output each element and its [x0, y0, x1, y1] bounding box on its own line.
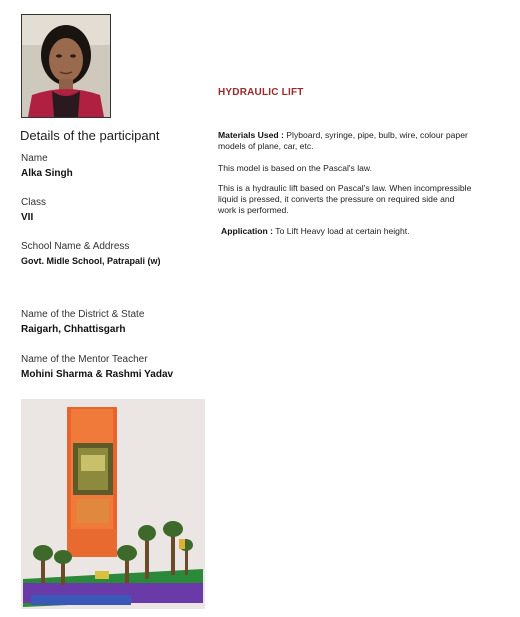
materials-label: Materials Used :: [218, 130, 284, 140]
district-value: Raigarh, Chhattisgarh: [21, 324, 126, 335]
class-label: Class: [21, 197, 47, 208]
name-label: Name: [21, 153, 48, 164]
participant-photo: [21, 14, 111, 118]
description-line-2: liquid is pressed, it converts the pressure on required side and: [218, 194, 455, 204]
application-value: To Lift Heavy load at certain height.: [273, 226, 410, 236]
mentor-label: Name of the Mentor Teacher: [21, 354, 148, 365]
basis-text: This model is based on the Pascal's law.: [218, 163, 373, 173]
school-label: School Name & Address: [21, 241, 130, 252]
section-title: Details of the participant: [20, 128, 160, 143]
materials-line-1: Plyboard, syringe, pipe, bulb, wire, colour paper: [283, 130, 468, 140]
description-text: [218, 183, 502, 216]
application-text: [221, 226, 505, 237]
description-line-1: This is a hydraulic lift based on Pascal's law. When incompressible: [218, 183, 472, 193]
model-photo: [21, 399, 205, 609]
project-title: HYDRAULIC LIFT: [218, 87, 304, 98]
mentor-value: Mohini Sharma & Rashmi Yadav: [21, 369, 174, 380]
application-label: Application :: [221, 226, 274, 236]
description-line-3: work is performed.: [218, 205, 289, 215]
materials-text: [218, 130, 502, 152]
name-value: Alka Singh: [21, 168, 73, 179]
materials-line-2: models of plane, car, etc.: [218, 141, 314, 151]
class-value: VII: [21, 212, 34, 223]
school-value: Govt. Midle School, Patrapali (w): [21, 256, 161, 266]
district-label: Name of the District & State: [21, 309, 145, 320]
